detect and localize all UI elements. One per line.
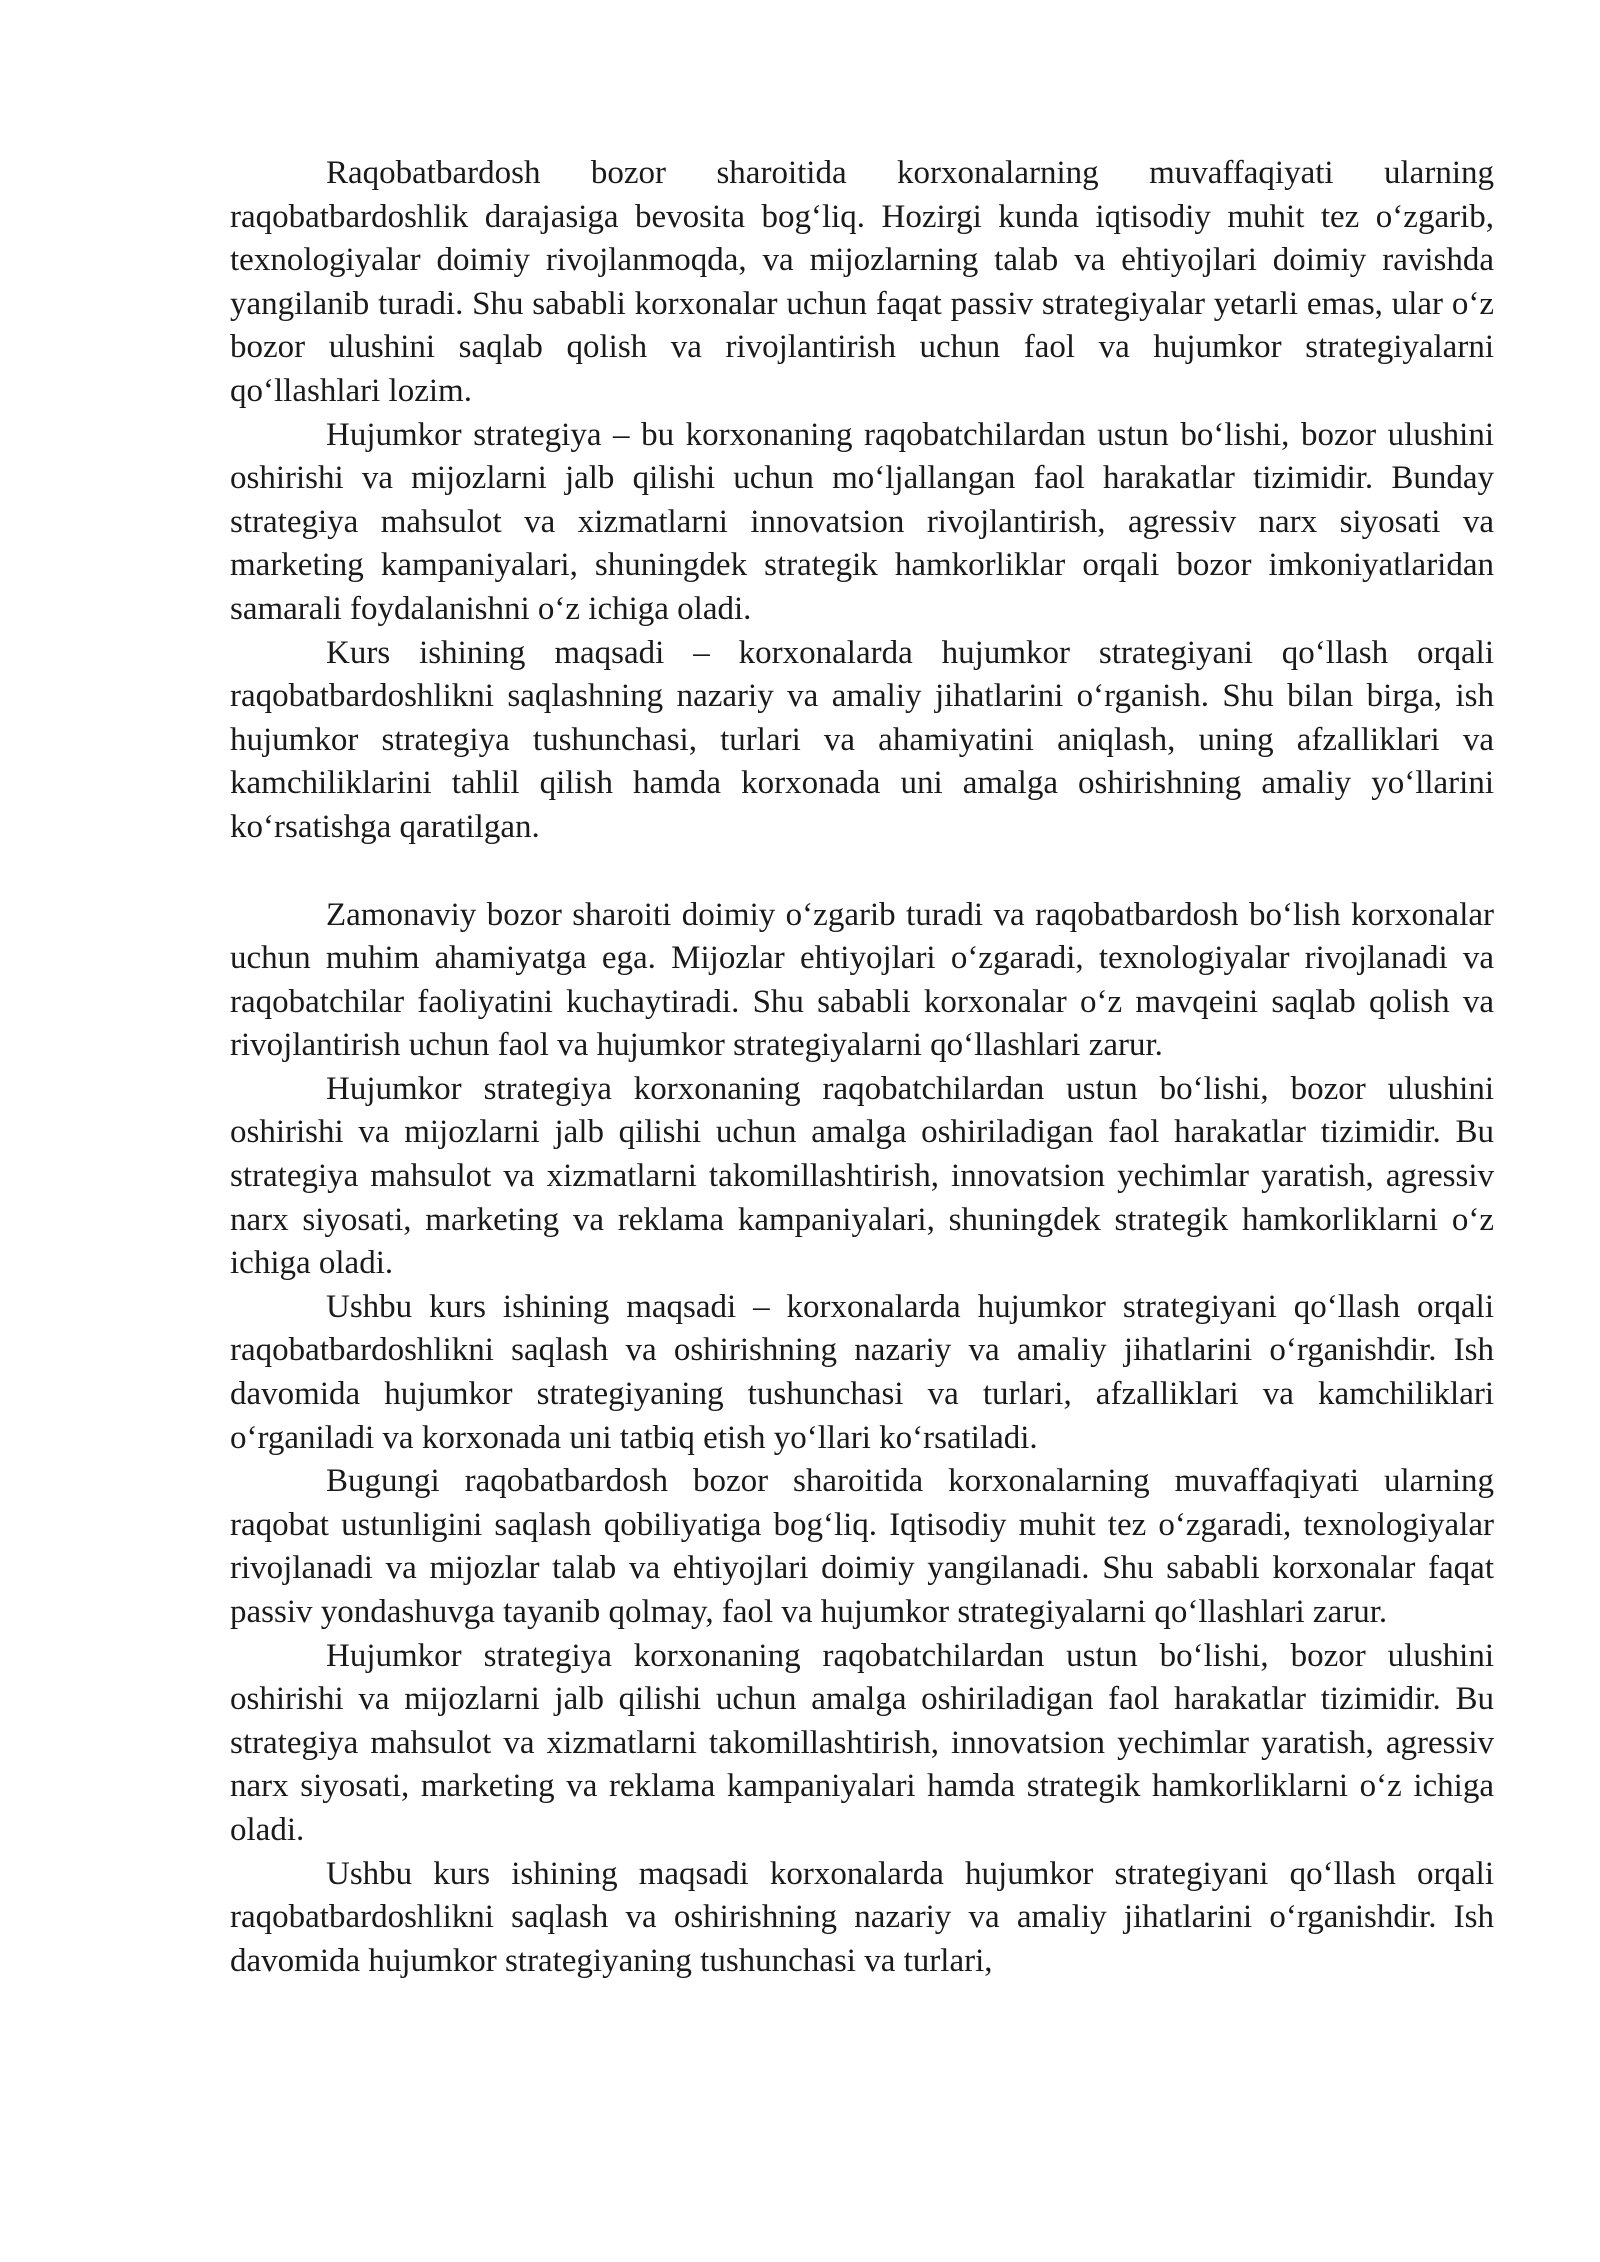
paragraph-5: Hujumkor strategiya korxonaning raqobatchilardan ustun bo‘lishi, bozor ulushini oshirishi va mijozlarni jalb qilishi uchun amalga oshiriladigan faol harakatlar tizimidir. Bu strategiya mahsulot va xizmatlarni takomillashtirish, innovatsion yechimlar yaratish, agressiv narx siyosati, marketing va reklama kampaniyalari, shuningdek strategik hamkorliklarni o‘z ichiga oladi. (230, 1070, 1494, 1282)
document-page (230, 152, 1494, 1983)
paragraph-1: Raqobatbardosh bozor sharoitida korxonalarning muvaffaqiyati ularning raqobatbardoshlik darajasiga bevosita bog‘liq. Hozirgi kunda iqtisodiy muhit tez o‘zgarib, texnologiyalar doimiy rivojlanmoqda, va mijozlarning talab va ehtiyojlari doimiy ravishda yangilanib turadi. Shu sababli korxonalar uchun faqat passiv strategiyalar yetarli emas, ular o‘z bozor ulushini saqlab qolish va rivojlantirish uchun faol va hujumkor strategiyalarni qo‘llashlari lozim. (230, 155, 1494, 409)
paragraph-4: Zamonaviy bozor sharoiti doimiy o‘zgarib turadi va raqobatbardosh bo‘lish korxonalar uchun muhim ahamiyatga ega. Mijozlar ehtiyojlari o‘zgaradi, texnologiyalar rivojlanadi va raqobatchilar faoliyatini kuchaytiradi. Shu sababli korxonalar o‘z mavqeini saqlab qolish va rivojlantirish uchun faol va hujumkor strategiyalarni qo‘llashlari zarur. (230, 896, 1494, 1064)
paragraph-6: Ushbu kurs ishining maqsadi – korxonalarda hujumkor strategiyani qo‘llash orqali raqobatbardoshlikni saqlash va oshirishning nazariy va amaliy jihatlarini o‘rganishdir. Ish davomida hujumkor strategiyaning tushunchasi va turlari, afzalliklari va kamchiliklari o‘rganiladi va korxonada uni tatbiq etish yo‘llari ko‘rsatiladi. (230, 1288, 1494, 1456)
paragraph-7: Bugungi raqobatbardosh bozor sharoitida korxonalarning muvaffaqiyati ularning raqobat ustunligini saqlash qobiliyatiga bog‘liq. Iqtisodiy muhit tez o‘zgaradi, texnologiyalar rivojlanadi va mijozlar talab va ehtiyojlari doimiy yangilanadi. Shu sababli korxonalar faqat passiv yondashuvga tayanib qolmay, faol va hujumkor strategiyalarni qo‘llashlari zarur. (230, 1463, 1494, 1630)
paragraph-2: Hujumkor strategiya – bu korxonaning raqobatchilardan ustun bo‘lishi, bozor ulushini oshirishi va mijozlarni jalb qilishi uchun mo‘ljallangan faol harakatlar tizimidir. Bunday strategiya mahsulot va xizmatlarni innovatsion rivojlantirish, agressiv narx siyosati va marketing kampaniyalari, shuningdek strategik hamkorliklar orqali bozor imkoniyatlaridan samarali foydalanishni o‘z ichiga oladi. (230, 416, 1494, 627)
paragraph-8: Hujumkor strategiya korxonaning raqobatchilardan ustun bo‘lishi, bozor ulushini oshirishi va mijozlarni jalb qilishi uchun amalga oshiriladigan faol harakatlar tizimidir. Bu strategiya mahsulot va xizmatlarni takomillashtirish, innovatsion yechimlar yaratish, agressiv narx siyosati, marketing va reklama kampaniyalari hamda strategik hamkorliklarni o‘z ichiga oladi. (230, 1637, 1494, 1848)
paragraph-9: Ushbu kurs ishining maqsadi korxonalarda hujumkor strategiyani qo‘llash orqali raqobatbardoshlikni saqlash va oshirishning nazariy va amaliy jihatlarini o‘rganishdir. Ish davomida hujumkor strategiyaning tushunchasi va turlari, (230, 1855, 1494, 1979)
paragraph-gap (230, 850, 1494, 894)
paragraph-3: Kurs ishining maqsadi – korxonalarda hujumkor strategiyani qo‘llash orqali raqobatbardoshlikni saqlashning nazariy va amaliy jihatlarini o‘rganish. Shu bilan birga, ish hujumkor strategiya tushunchasi, turlari va ahamiyatini aniqlash, uning afzalliklari va kamchiliklarini tahlil qilish hamda korxonada uni amalga oshirishning amaliy yo‘llarini ko‘rsatishga qaratilgan. (230, 634, 1494, 845)
